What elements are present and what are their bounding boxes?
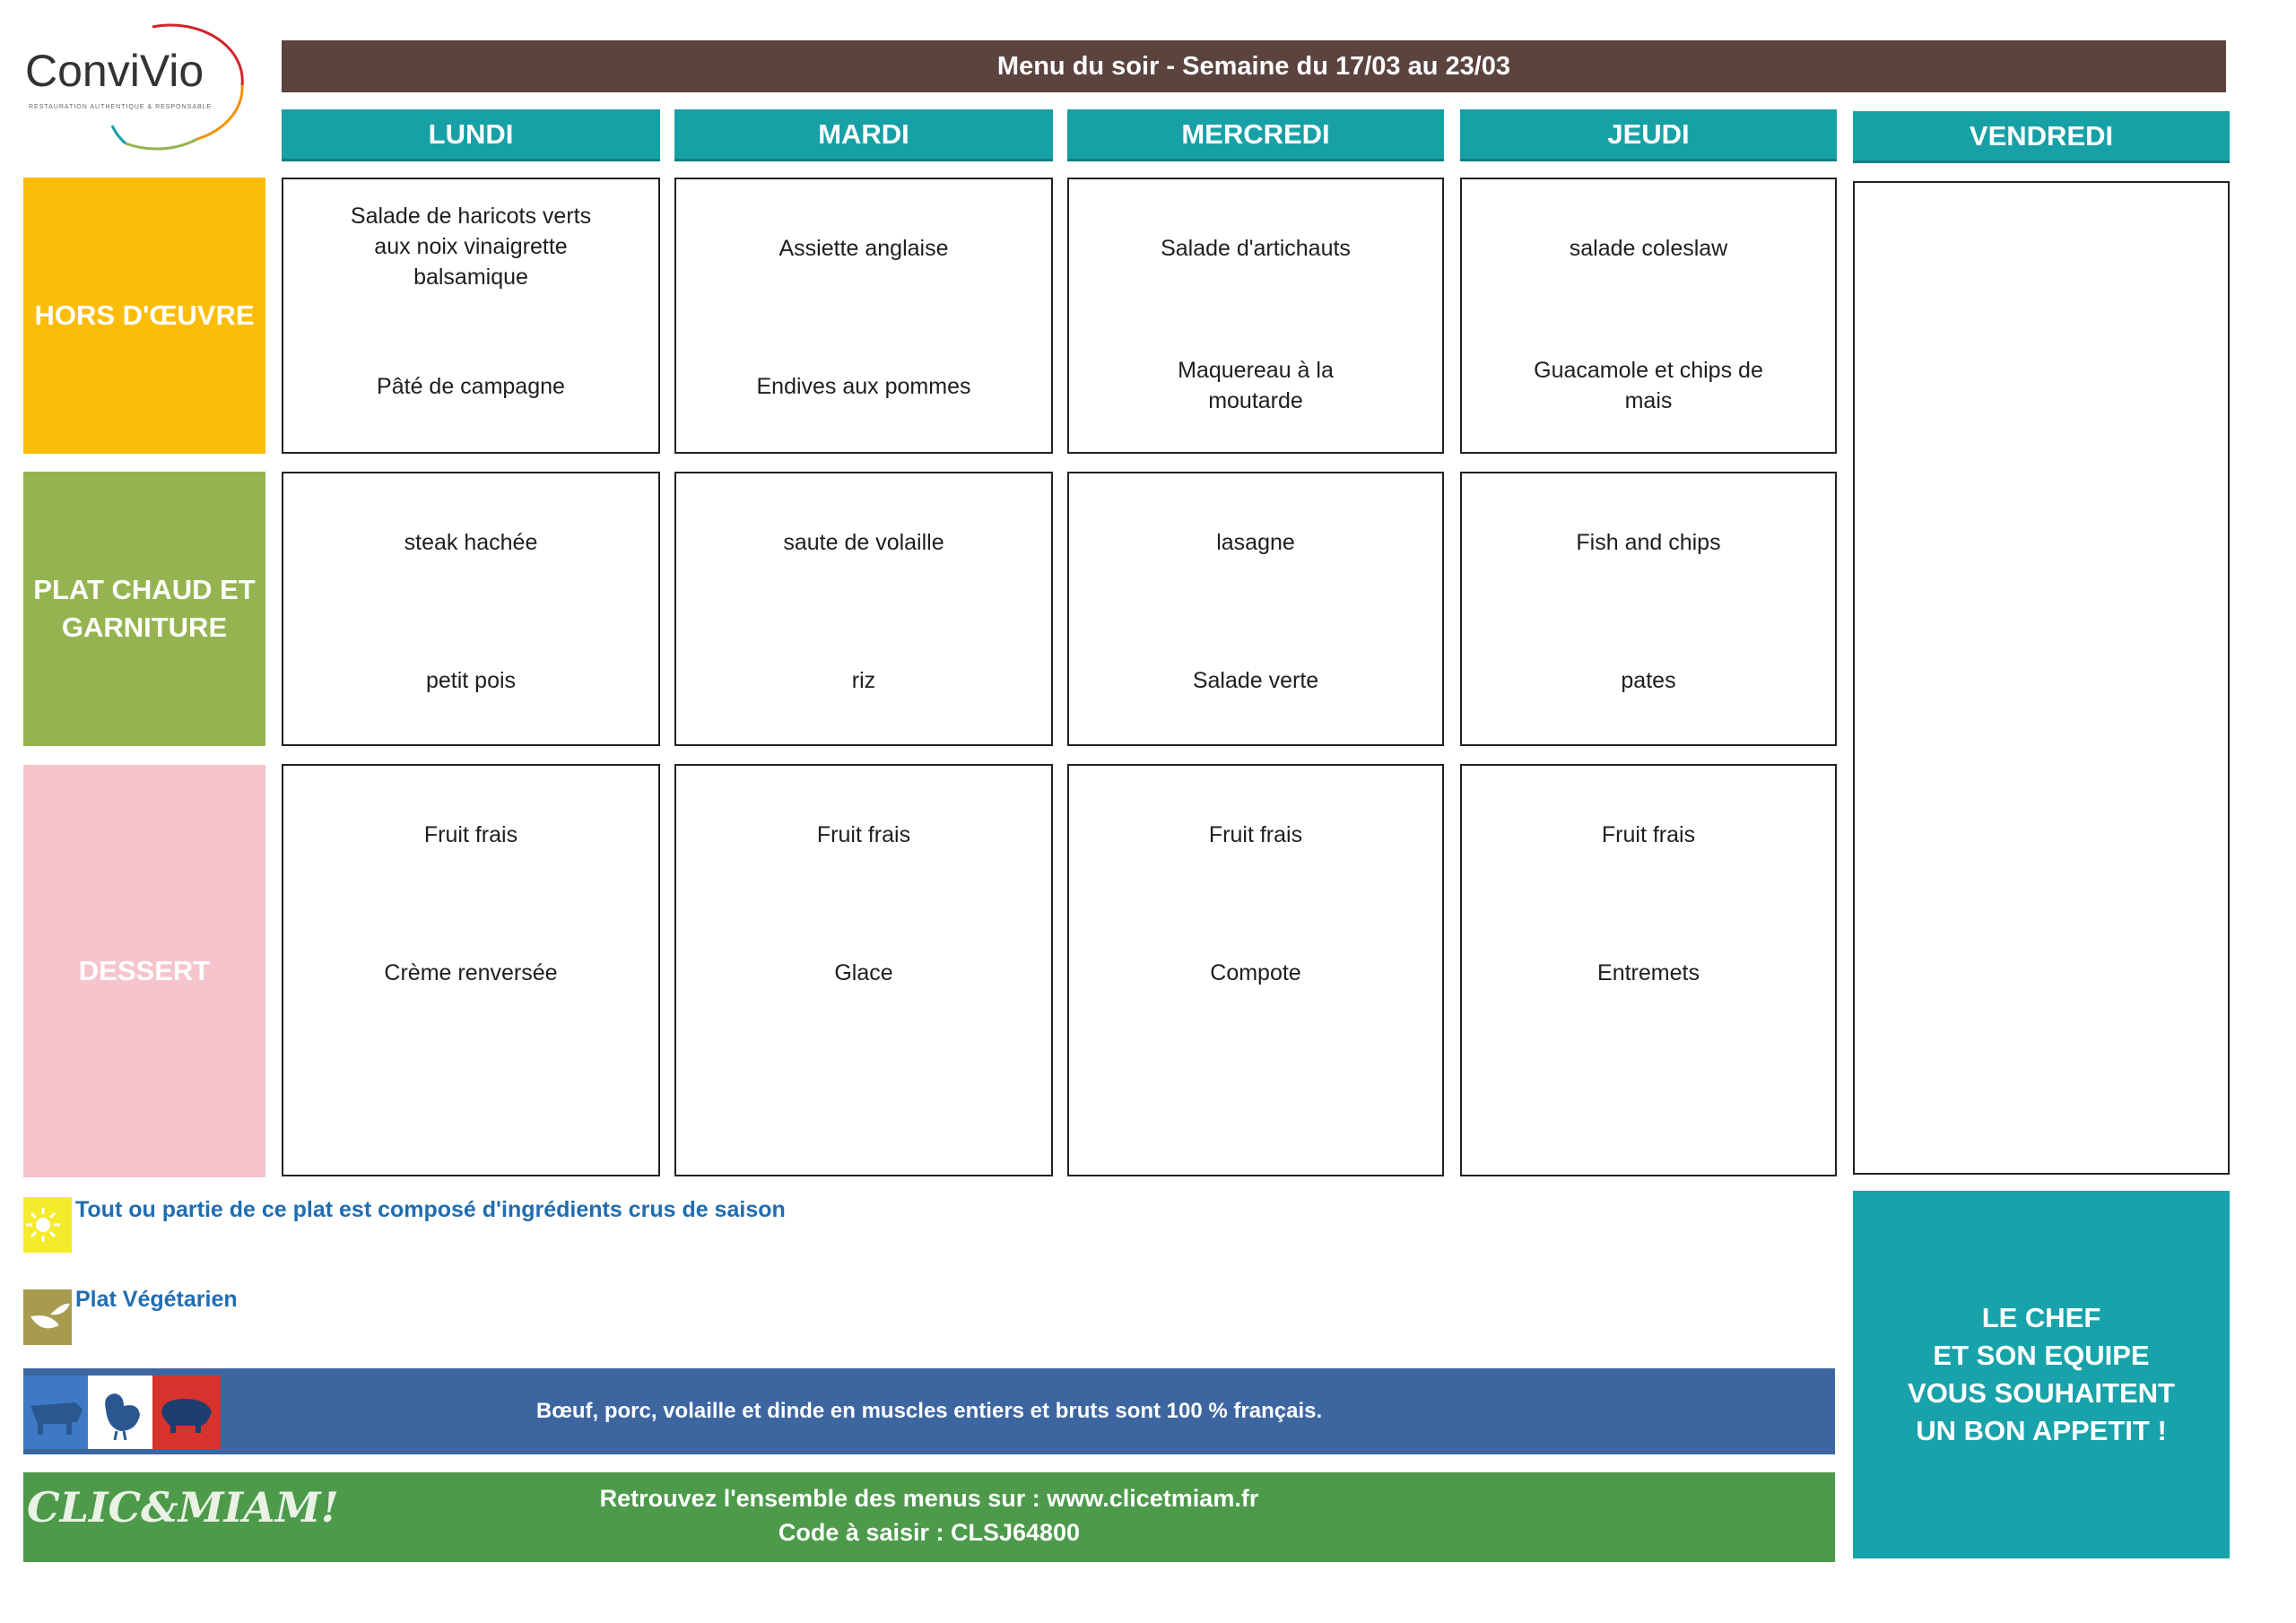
cell-mercredi-plat <box>1067 472 1444 746</box>
day-header-jeudi: JEUDI <box>1460 109 1837 161</box>
day-header-mercredi: MERCREDI <box>1067 109 1444 161</box>
cell-lundi-plat <box>282 472 660 746</box>
menu-item: balsamique <box>413 265 528 290</box>
row-label-dessert-text: DESSERT <box>78 955 211 986</box>
clic-miam-banner <box>23 1472 1835 1562</box>
day-header-vendredi: VENDREDI <box>1853 111 2230 163</box>
row-label-hors-text: HORS D'ŒUVRE <box>34 299 255 331</box>
menu-item: Fruit frais <box>1208 822 1303 847</box>
cell-mercredi-hors <box>1067 178 1444 454</box>
row-label-plat-line1: PLAT CHAUD ET <box>33 574 256 605</box>
menu-item: Pâté de campagne <box>377 374 565 399</box>
row-label-plat-line2: GARNITURE <box>61 612 228 643</box>
sun-icon <box>23 1197 72 1253</box>
legend-seasonal-text: Tout ou partie de ce plat est composé d'ingrédients crus de saison <box>75 1197 786 1222</box>
cell-jeudi-plat <box>1460 472 1837 746</box>
menu-item: Compote <box>1210 960 1301 985</box>
menu-item: salade coleslaw <box>1569 236 1728 261</box>
cell-lundi-dessert <box>282 764 660 1176</box>
chicken-glyph-icon <box>88 1376 156 1449</box>
menu-item: pates <box>1621 668 1676 693</box>
menu-item: riz <box>851 668 876 693</box>
menu-item: Crème renversée <box>384 960 558 985</box>
chicken-icon <box>88 1376 156 1449</box>
chef-line-2: ET SON EQUIPE <box>1933 1340 2150 1371</box>
menu-item: steak hachée <box>404 530 538 555</box>
legend-vegetarian-text: Plat Végétarien <box>75 1287 238 1312</box>
menu-item: Fruit frais <box>423 822 518 847</box>
day-header-lundi: LUNDI <box>282 109 660 161</box>
cow-glyph-icon <box>23 1376 91 1449</box>
menu-item: Entremets <box>1597 960 1700 985</box>
pig-glyph-icon <box>152 1376 221 1449</box>
chef-message-box <box>1853 1191 2230 1558</box>
row-label-hors-doeuvre <box>23 178 265 454</box>
menu-item: mais <box>1624 388 1673 413</box>
menu-item: lasagne <box>1216 530 1295 555</box>
vegetarian-icon <box>23 1289 72 1345</box>
menu-item: Salade de haricots verts <box>350 204 592 229</box>
cell-jeudi-dessert <box>1460 764 1837 1176</box>
cow-icon <box>23 1376 91 1449</box>
chef-line-4: UN BON APPETIT ! <box>1916 1415 2167 1446</box>
menu-item: Fish and chips <box>1576 530 1721 555</box>
menu-item: Salade verte <box>1192 668 1319 693</box>
sun-glyph-icon <box>23 1197 72 1253</box>
menu-item: aux noix vinaigrette <box>374 234 568 259</box>
logo-text: ConviVio <box>25 46 204 96</box>
menu-item: Glace <box>834 960 893 985</box>
cell-mardi-hors <box>674 178 1053 454</box>
menu-item: Endives aux pommes <box>756 374 971 399</box>
menu-item: Assiette anglaise <box>778 236 949 261</box>
row-label-dessert <box>23 765 265 1177</box>
menu-item: Maquereau à la <box>1178 358 1334 383</box>
clic-line-1: Retrouvez l'ensemble des menus sur : www.clicetmiam.fr <box>599 1485 1259 1512</box>
chef-line-3: VOUS SOUHAITENT <box>1908 1377 2175 1409</box>
clic-miam-logo: CLIC&MIAM! <box>27 1483 339 1532</box>
cell-vendredi-empty <box>1853 181 2230 1175</box>
menu-item: Salade d'artichauts <box>1161 236 1351 261</box>
menu-item: saute de volaille <box>783 530 944 555</box>
menu-item: Fruit frais <box>1601 822 1696 847</box>
cell-mercredi-dessert <box>1067 764 1444 1176</box>
menu-title: Menu du soir - Semaine du 17/03 au 23/03 <box>282 40 2226 92</box>
pig-icon <box>152 1376 221 1449</box>
day-header-mardi: MARDI <box>674 109 1053 161</box>
menu-item: Guacamole et chips de <box>1534 358 1763 383</box>
origin-text: Bœuf, porc, volaille et dinde en muscles entiers et bruts sont 100 % français. <box>535 1399 1323 1423</box>
convivio-logo <box>18 18 251 152</box>
row-label-plat-chaud <box>23 472 265 746</box>
menu-item: Fruit frais <box>816 822 911 847</box>
cell-lundi-hors <box>282 178 660 454</box>
chef-line-1: LE CHEF <box>1981 1302 2101 1333</box>
origin-banner <box>23 1368 1835 1454</box>
cell-mardi-plat <box>674 472 1053 746</box>
clic-line-2: Code à saisir : CLSJ64800 <box>778 1519 1081 1546</box>
logo-tagline: RESTAURATION AUTHENTIQUE & RESPONSABLE <box>29 104 213 110</box>
cell-mardi-dessert <box>674 764 1053 1176</box>
menu-item: petit pois <box>425 668 517 693</box>
cell-jeudi-hors <box>1460 178 1837 454</box>
menu-item: moutarde <box>1208 388 1303 413</box>
leaf-glyph-icon <box>23 1289 72 1345</box>
